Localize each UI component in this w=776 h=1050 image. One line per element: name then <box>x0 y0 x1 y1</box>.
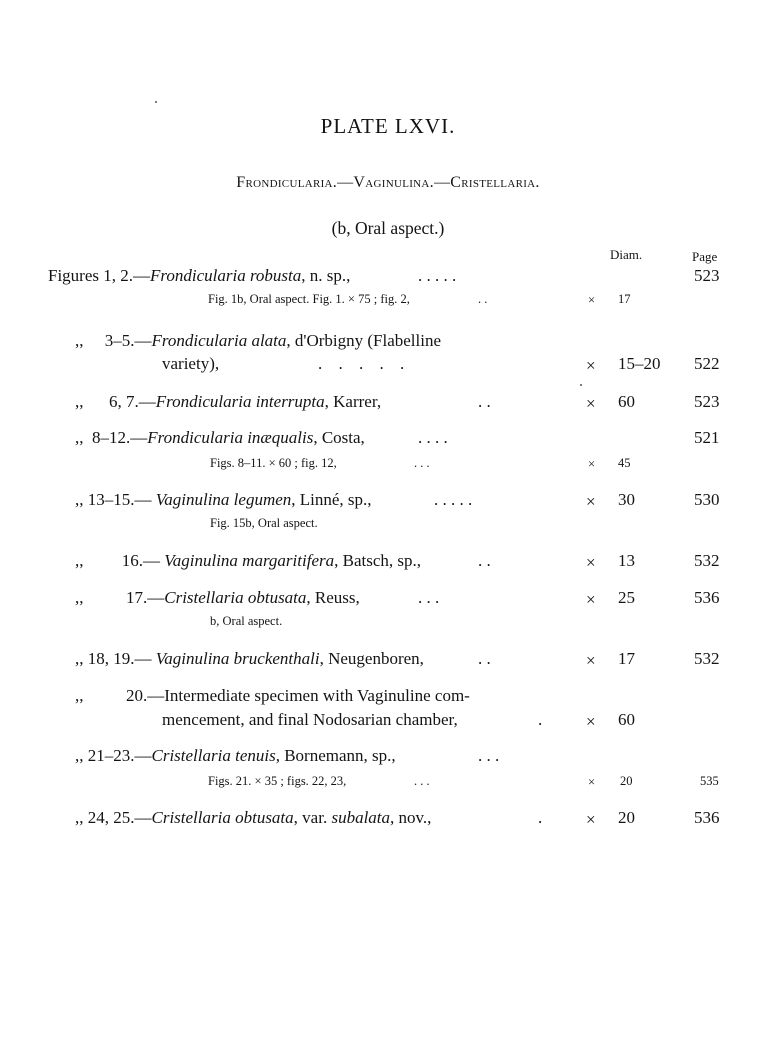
diameter-value: 60 <box>618 710 635 729</box>
leader-dots: . <box>538 808 543 827</box>
species-author: , Batsch, sp., <box>334 551 421 570</box>
diameter-value: 17 <box>618 649 635 668</box>
species-name: Frondicularia alata <box>151 331 287 350</box>
figure-note: Fig. 15b, Oral aspect. <box>210 516 318 530</box>
entry-5-line <box>75 490 372 510</box>
figure-note: Figs. 21. × 35 ; figs. 22, 23, <box>208 774 347 788</box>
leader-dots: . . <box>478 551 491 570</box>
entry-10-line <box>75 746 396 766</box>
page-number: 532 <box>694 649 720 668</box>
entry-3-line <box>75 392 381 412</box>
scan-speck <box>155 101 157 103</box>
diameter-value: 30 <box>618 490 635 509</box>
entry-2-line <box>75 331 441 351</box>
entry-prefix: ,, <box>75 808 84 827</box>
leader-dots: . . <box>478 392 491 411</box>
magnification-sign: × <box>586 651 596 670</box>
magnification-sign: × <box>588 293 596 307</box>
scan-speck <box>580 384 582 386</box>
diameter-value: 15–20 <box>618 354 661 373</box>
species-author: , Reuss, <box>306 588 360 607</box>
leader-dots: . . . . . <box>434 490 473 509</box>
magnification-sign: × <box>586 712 596 731</box>
species-author-suffix: , nov., <box>390 808 432 827</box>
plate-subtitle: Frondicularia.—Vaginulina.—Cristellaria. <box>236 174 540 191</box>
species-author: , Karrer, <box>324 392 382 411</box>
species-name: Vaginulina margaritifera <box>164 551 335 570</box>
species-name: Vaginulina bruckenthali <box>155 649 320 668</box>
entry-prefix: ,, <box>75 551 84 570</box>
entry-figures: 20.— <box>126 686 165 705</box>
page-column-header: Page <box>692 249 718 264</box>
diameter-value: 45 <box>618 456 631 470</box>
figure-note: Figs. 8–11. × 60 ; fig. 12, <box>210 456 337 470</box>
magnification-sign: × <box>586 810 596 829</box>
page-number: 522 <box>694 354 720 373</box>
species-name: Cristellaria obtusata <box>151 808 294 827</box>
species-name: Cristellaria tenuis <box>151 746 276 765</box>
leader-dots: . . <box>478 292 488 306</box>
page-number: 532 <box>694 551 720 570</box>
entry-prefix: ,, <box>75 392 84 411</box>
magnification-sign: × <box>586 394 596 413</box>
species-author: , d'Orbigny (Flabelline <box>286 331 442 350</box>
leader-dots: . <box>538 710 543 729</box>
species-name: Cristellaria obtusata <box>164 588 307 607</box>
page-number: 523 <box>694 392 720 411</box>
entry-6-line <box>75 551 421 571</box>
entry-figures: 21–23.— <box>87 746 152 765</box>
entry-8-line <box>75 649 424 669</box>
entry-figures: 8–12.— <box>92 428 148 447</box>
leader-dots: . . . <box>418 588 440 607</box>
leader-dots: . . . <box>414 456 430 470</box>
page-number: 536 <box>694 808 720 827</box>
page-number: 536 <box>694 588 720 607</box>
entry-prefix: ,, <box>75 686 84 705</box>
magnification-sign: × <box>588 775 596 789</box>
entry-prefix: ,, <box>75 649 84 668</box>
entry-description: Intermediate specimen with Vaginuline com- <box>164 686 470 705</box>
entry-prefix: ,, <box>75 331 84 350</box>
entry-figures: 24, 25.— <box>87 808 152 827</box>
entry-figures: 16.— <box>121 551 160 570</box>
entry-2-continuation: variety), <box>162 354 220 373</box>
species-author: , Bornemann, sp., <box>275 746 396 765</box>
page-number: 523 <box>694 266 720 285</box>
leader-dots: . . . <box>414 774 430 788</box>
species-author: , n. sp., <box>301 266 351 285</box>
magnification-sign: × <box>586 553 596 572</box>
magnification-sign: × <box>588 457 596 471</box>
leader-dots: . . . . . <box>418 266 457 285</box>
species-name: Vaginulina legumen <box>155 490 292 509</box>
entry-prefix: ,, <box>75 588 84 607</box>
entry-7-line <box>75 588 360 608</box>
entry-figures: 3–5.— <box>104 331 152 350</box>
species-name: Frondicularia robusta <box>150 266 302 285</box>
entry-figures: 17.— <box>126 588 165 607</box>
species-author: , Costa, <box>313 428 365 447</box>
entry-9-continuation: mencement, and final Nodosarian chamber, <box>162 710 458 729</box>
diam-column-header: Diam. <box>610 247 643 262</box>
entry-prefix: ,, <box>75 428 84 447</box>
species-name: Frondicularia inæqualis <box>147 428 314 447</box>
species-author: , Linné, sp., <box>291 490 372 509</box>
species-name: Frondicularia interrupta <box>155 392 325 411</box>
entry-figures: 1, 2.— <box>103 266 150 285</box>
entry-11-line <box>75 808 431 828</box>
entry-1-line <box>48 266 350 286</box>
diameter-value: 20 <box>618 808 635 827</box>
leader-dots: . . . . . <box>318 354 411 373</box>
magnification-sign: × <box>586 492 596 511</box>
entry-figures: 18, 19.— <box>87 649 152 668</box>
figure-note: b, Oral aspect. <box>210 614 283 628</box>
diameter-value: 17 <box>618 292 631 306</box>
page-number: 535 <box>700 774 719 788</box>
leader-dots: . . . . <box>418 428 448 447</box>
species-author: , var. <box>293 808 332 827</box>
page-number: 530 <box>694 490 720 509</box>
entry-prefix: Figures <box>48 266 99 285</box>
entry-figures: 13–15.— <box>87 490 152 509</box>
entry-prefix: ,, <box>75 746 84 765</box>
plate-title: PLATE LXVI. <box>320 114 456 138</box>
variety-name: subalata <box>331 808 391 827</box>
entry-prefix: ,, <box>75 490 84 509</box>
species-author: , Neugenboren, <box>319 649 424 668</box>
diameter-value: 25 <box>618 588 635 607</box>
leader-dots: . . <box>478 649 491 668</box>
diameter-value: 60 <box>618 392 635 411</box>
diameter-value: 20 <box>620 774 633 788</box>
page-number: 521 <box>694 428 720 447</box>
figure-note: Fig. 1b, Oral aspect. Fig. 1. × 75 ; fig. 2, <box>208 292 410 306</box>
entry-4-line <box>75 428 365 448</box>
magnification-sign: × <box>586 590 596 609</box>
magnification-sign: × <box>586 356 596 375</box>
oral-aspect-note: (b, Oral aspect.) <box>331 218 445 238</box>
entry-figures: 6, 7.— <box>109 392 156 411</box>
entry-9-line <box>75 686 470 706</box>
diameter-value: 13 <box>618 551 635 570</box>
leader-dots: . . . <box>478 746 500 765</box>
